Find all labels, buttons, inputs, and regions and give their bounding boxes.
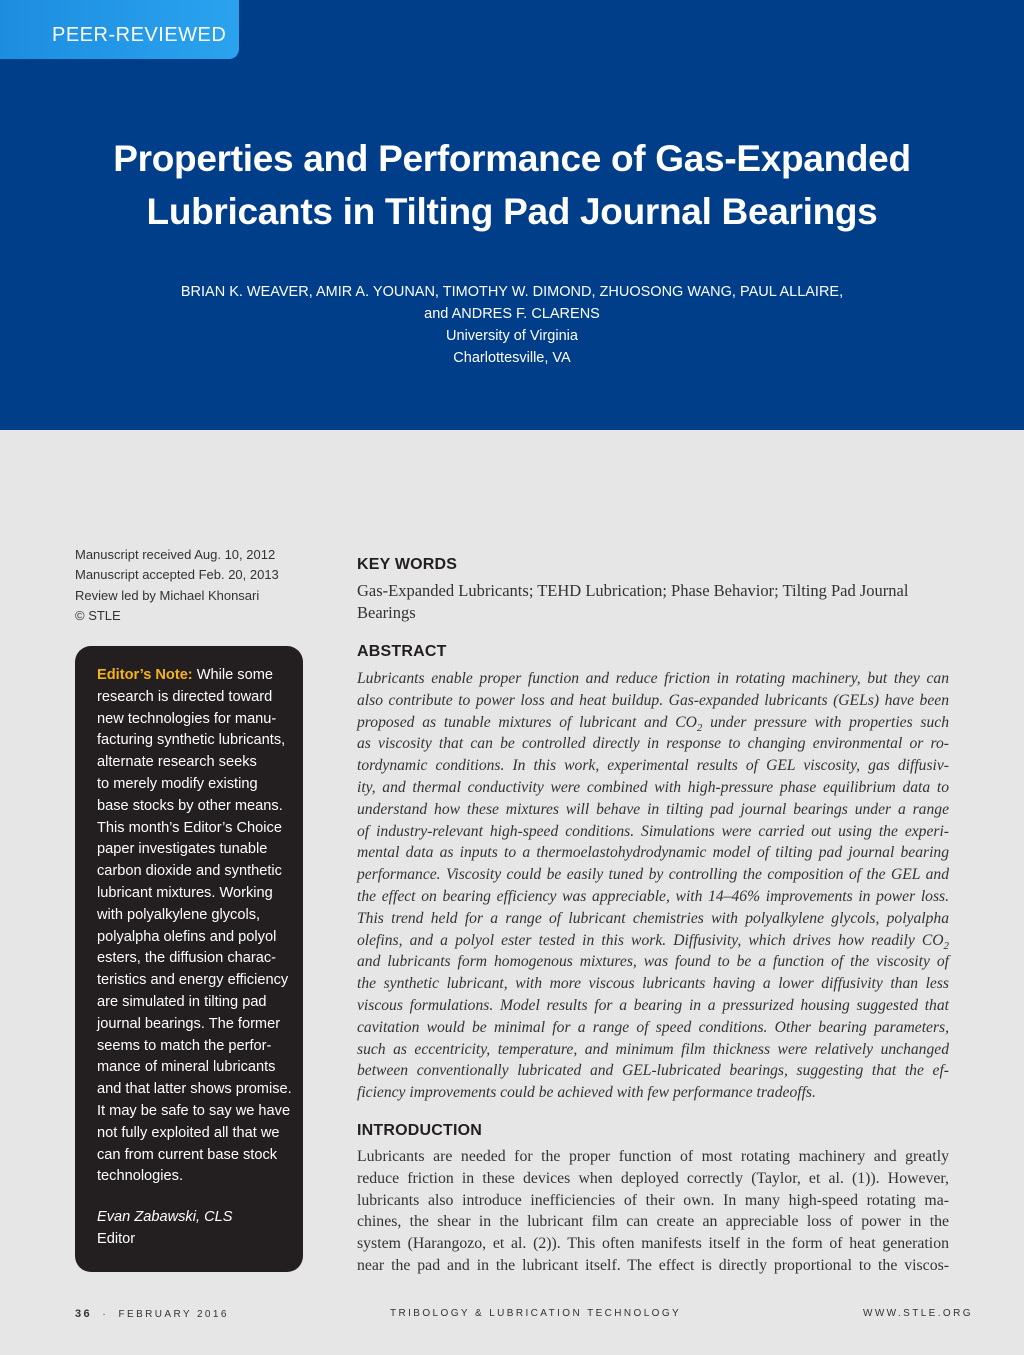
editor-note-line: research is directed toward xyxy=(97,688,273,705)
editor-name: Evan Zabawski, CLS xyxy=(97,1209,233,1225)
location: Charlottesville, VA xyxy=(453,350,571,366)
keywords-heading: KEY WORDS xyxy=(357,556,458,573)
abstract-line: cavitation would be minimal for a range of speed conditions. Other bearing parameters, xyxy=(357,1018,949,1036)
title-line-2: Lubricants in Tilting Pad Journal Bearings xyxy=(146,191,878,232)
keywords-line-1: Gas-Expanded Lubricants; TEHD Lubrication; Phase Behavior; Tilting Pad Journal xyxy=(357,581,909,600)
abstract-line: This trend held for a range of lubricant chemistries with polyalkylene glycols, polyalpha xyxy=(357,909,949,927)
introduction-line: Lubricants are needed for the proper function of most rotating machinery and greatly xyxy=(357,1148,949,1165)
abstract-line: viscous formulations. Model results for a bearing in a pressurized housing suggested that xyxy=(357,996,949,1014)
editor-note-line: teristics and energy efficiency xyxy=(97,972,289,989)
introduction-text xyxy=(357,1146,949,1277)
editor-note-line: seems to match the perfor- xyxy=(97,1037,272,1054)
editor-note-first-line xyxy=(97,665,297,687)
editor-note-line: lubricant mixtures. Working xyxy=(97,884,273,901)
affiliation: University of Virginia xyxy=(446,328,578,344)
abstract-line: of industry-relevant high-speed conditions. Simulations were carried out using the experi- xyxy=(357,822,949,840)
abstract-text xyxy=(357,668,949,1104)
author-block xyxy=(100,281,924,369)
editor-note-box xyxy=(75,646,303,1272)
manuscript-info xyxy=(75,545,305,626)
authors-line-2: and ANDRES F. CLARENS xyxy=(424,306,600,322)
header-curve xyxy=(0,380,1024,440)
editor-note-line: alternate research seeks xyxy=(97,754,257,771)
title-line-1: Properties and Performance of Gas-Expanded xyxy=(113,138,911,179)
abstract-line: as viscosity that can be controlled directly in response to changing environmental or ro- xyxy=(357,735,949,753)
editor-note-line: are simulated in tilting pad xyxy=(97,993,267,1010)
editor-role: Editor xyxy=(97,1231,136,1247)
manuscript-received: Manuscript received Aug. 10, 2012 xyxy=(75,547,276,562)
footer-separator: · xyxy=(102,1309,109,1320)
abstract-line: performance. Viscosity could be easily tuned by controlling the composition of the GEL and xyxy=(357,866,949,884)
editor-note-line: with polyalkylene glycols, xyxy=(97,906,261,923)
abstract-line: understand how these mixtures will behave in tilting pad journal bearings under a range xyxy=(357,800,949,818)
review-led-by: Review led by Michael Khonsari xyxy=(75,587,260,603)
website: WWW.STLE.ORG xyxy=(863,1308,973,1319)
editor-note-line: facturing synthetic lubricants, xyxy=(97,732,286,749)
abstract-heading: ABSTRACT xyxy=(357,643,447,660)
abstract-line xyxy=(357,712,949,734)
editor-signature xyxy=(97,1206,232,1250)
peer-reviewed-badge xyxy=(0,0,239,59)
editor-note-line: It may be safe to say we have xyxy=(97,1102,291,1119)
co2-subscript: 2 xyxy=(696,721,703,734)
abstract-line: such as eccentricity, temperature, and minimum film thickness were relatively unchanged xyxy=(357,1040,949,1058)
abstract-line: the effect on bearing efficiency was appreciable, with 14–46% improvements in power loss. xyxy=(357,887,949,905)
editor-note-line: mance of mineral lubricants xyxy=(97,1059,276,1076)
journal-name: TRIBOLOGY & LUBRICATION TECHNOLOGY xyxy=(390,1308,682,1319)
abstract-line-text: under pressure with properties such xyxy=(702,713,950,731)
header-banner xyxy=(0,0,1024,430)
editor-note-line: and that latter shows promise. xyxy=(97,1081,292,1098)
keywords-line-2: Bearings xyxy=(357,603,416,622)
introduction-line: chines, the shear in the lubricant film can create an appreciable loss of power in the xyxy=(357,1213,949,1231)
introduction-line: system (Harangozo, et al. (2)). This often manifests itself in the form of heat generation xyxy=(357,1235,949,1253)
page-number: 36 xyxy=(75,1308,93,1320)
abstract-line xyxy=(357,930,949,952)
editor-note-line: not fully exploited all that we xyxy=(97,1124,280,1141)
badge-label: PEER-REVIEWED xyxy=(52,24,227,46)
article-title xyxy=(60,132,964,238)
editor-note-line: new technologies for manu- xyxy=(97,710,277,727)
authors-line-1: BRIAN K. WEAVER, AMIR A. YOUNAN, TIMOTHY W. DIMOND, ZHUOSONG WANG, PAUL ALLAIRE, xyxy=(180,284,844,300)
introduction-line: lubricants also introduce inefficiencies of their own. In many high-speed rotating ma- xyxy=(357,1191,949,1209)
editor-note-line: to merely modify existing xyxy=(97,775,258,792)
manuscript-accepted: Manuscript accepted Feb. 20, 2013 xyxy=(75,567,279,583)
copyright: © STLE xyxy=(75,607,121,623)
co2-subscript: 2 xyxy=(943,939,949,952)
abstract-line: tordynamic conditions. In this work, experimental results of GEL viscosity, gas diffusiv- xyxy=(357,757,949,775)
editor-note-line: can from current base stock xyxy=(97,1146,278,1163)
editor-note-line: journal bearings. The former xyxy=(97,1015,281,1032)
abstract-line-text: olefins, and a polyol ester tested in this work. Diffusivity, which drives how readily CO xyxy=(357,931,944,949)
editor-note-line: technologies. xyxy=(97,1168,184,1185)
keywords-text xyxy=(357,580,949,624)
issue-date: FEBRUARY 2016 xyxy=(118,1309,229,1320)
editor-note-line: While some xyxy=(196,667,273,683)
abstract-line: mental data as inputs to a thermoelastohydrodynamic model of tilting pad journal bearing xyxy=(357,844,949,862)
introduction-line: near the pad and in the lubricant itself. The effect is directly proportional to the viscos- xyxy=(357,1256,949,1274)
editor-note-line: base stocks by other means. xyxy=(97,797,283,814)
abstract-line-text: proposed as tunable mixtures of lubricant and CO xyxy=(357,713,697,731)
editor-note-line: esters, the diffusion charac- xyxy=(97,950,277,967)
abstract-line: between conventionally lubricated and GEL-lubricated bearings, suggesting that the ef- xyxy=(357,1062,949,1080)
footer-left xyxy=(75,1308,229,1320)
abstract-line: ficiency improvements could be achieved with few performance tradeoffs. xyxy=(357,1084,816,1102)
editor-note-line: carbon dioxide and synthetic xyxy=(97,863,282,880)
editor-note-line: polyalpha olefins and polyol xyxy=(97,928,277,945)
introduction-line: reduce friction in these devices when deployed correctly (Taylor, et al. (1)). However, xyxy=(357,1169,949,1187)
abstract-line: ity, and thermal conductivity were combined with high-pressure phase equilibrium data to xyxy=(357,778,949,796)
abstract-line: Lubricants enable proper function and reduce friction in rotating machinery, but they can xyxy=(357,670,949,687)
introduction-heading: INTRODUCTION xyxy=(357,1122,483,1139)
abstract-line: also contribute to power loss and heat buildup. Gas-expanded lubricants (GELs) have been xyxy=(357,691,949,709)
abstract-line: the synthetic lubricant, with more viscous lubricants having a lower diffusivity than less xyxy=(357,975,949,993)
editor-note-line: paper investigates tunable xyxy=(97,841,268,858)
editor-note-line: This month’s Editor’s Choice xyxy=(97,819,282,836)
editor-note-lead: Editor’s Note: xyxy=(97,667,193,683)
abstract-line: and lubricants form homogenous mixtures, was found to be a function of the viscosity of xyxy=(357,953,949,971)
editor-note-text xyxy=(97,665,297,1188)
